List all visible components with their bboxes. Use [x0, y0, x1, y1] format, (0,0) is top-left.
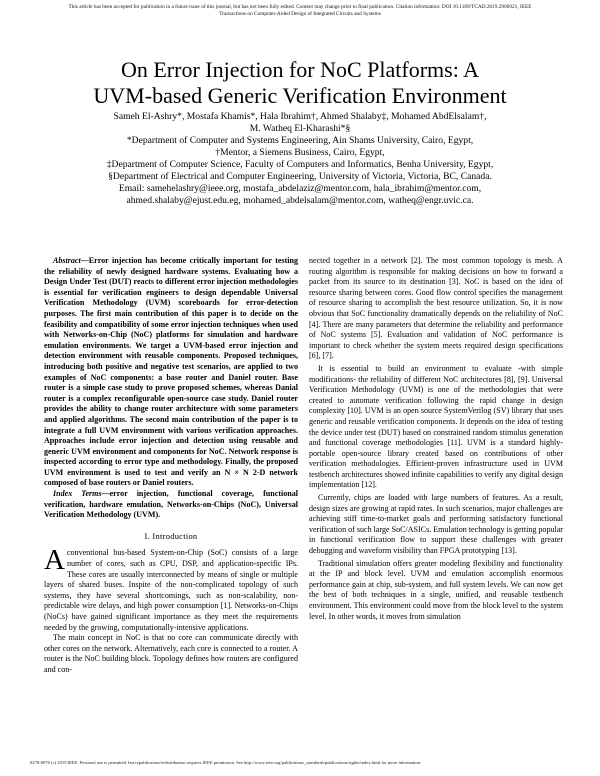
index-terms-label: Index Terms: [53, 489, 102, 499]
right-paragraph-1: nected together in a network [2]. The most common topology is mesh. A routing algorithm is responsible for making decisions on how to forward a packet from its source to its destination [3]. NoC is based on the idea of resource sharing between cores. Good flow control specifies the management of resource sharing to accomplish the best resource utilization. So, it is now obvious that SoC functionality dramatically depends on the reliability of NoC [4]. There are many parameters that determine the reliability and performance of NoC systems [5]. Evaluation and validation of NoC performance is important to check whether the system meets required design specifications [6], [7].: [309, 256, 563, 361]
email-line-1: Email: samehelashry@ieee.org, mostafa_abdelaziz@mentor.com, hala_ibrahim@mentor.com,: [118, 183, 482, 194]
right-paragraph-4: Traditional simulation offers greater modeling flexibility and functionality at the IP and block level. UVM and emulation accomplish enormous performance gain at chip, sub-system, and full system levels. We can now get the best of both techniques in a single, unified, and reusable testbench environment. This environment could move from the block level to the system level. In other words, it moves from simulation: [309, 558, 563, 621]
author-names-1: Sameh El-Ashry*, Mostafa Khamis*, Hala Ibrahim†, Ahmed Shalaby‡, Mohamed AbdElsalam†,: [113, 111, 487, 122]
author-names-2: M. Watheq El-Kharashi*§: [249, 123, 351, 134]
title-line-2: UVM-based Generic Verification Environment: [93, 83, 507, 108]
drop-cap: A: [44, 544, 65, 577]
title-line-1: On Error Injection for NoC Platforms: A: [120, 57, 480, 82]
email-line-2: ahmed.shalaby@ejust.edu.eg, mohamed_abdelsalam@mentor.com, watheq@engr.uvic.ca.: [126, 195, 474, 206]
intro-paragraph-1-text: conventional bus-based System-on-Chip (SoC) consists of a large number of cores, such as CPU, DSP, and application-specific IPs. These cores are usually interconnected by means of single or multiple layers of shared buses. Inspite of the non-complicated topology of such systems, they have several shortcomings, such as non-scalability, non-predictable wire delays, and high power consumption [1]. Networks-on-Chips (NoCs) have gained significant importance as they meet the requirements needed by the growing, computationally-intensive applications.: [44, 548, 298, 632]
affiliation-2: †Mentor, a Siemens Business, Cairo, Egypt,: [215, 147, 385, 158]
journal-banner: [36, 4, 564, 18]
right-column: [309, 256, 563, 622]
affiliation-1: *Department of Computer and Systems Engineering, Ain Shams University, Cairo, Egypt,: [126, 135, 474, 146]
affiliation-3: ‡Department of Computer Science, Faculty of Computers and Informatics, Benha University, Egypt,: [106, 159, 494, 170]
right-paragraph-2: It is essential to build an environment to evaluate -with simple modifications- the reliability of different NoC architectures [8], [9]. Universal Verification Methodology (UVM) is one of the methodologies that were created to automate verification following the rapid change in design complexity [10]. UVM is an open source SystemVerilog (SV) library that uses generic and reusable verification components. It depends on the idea of testing the device under test (DUT) based on constrained random stimulus generation and functional coverage methodologies [11]. UVM is a standard highly-portable open-source library created based on contributions of other verification methodologies. Efficient-proven infrastructure used in UVM testbench architectures showed infinite capabilities to verify any digital design implementation [12].: [309, 363, 563, 490]
paper-title: [40, 57, 560, 109]
intro-paragraph-1: [44, 544, 298, 633]
banner-line-1: This article has been accepted for publication in a future issue of this journal, but has not been fully edited. Content may change prior to final publication. Citation information: DOI 10.1109/TCAD.2019.2906921, IEEE: [68, 4, 532, 10]
abstract-text: —Error injection has become critically important for testing the reliability of newly designed hardware systems. Evaluating how a Design Under Test (DUT) reacts to different error injection methodologies is essential for verification engineers to design dependable Universal Verification Methodology (UVM) scoreboards for error-detection purposes. The first main contribution of this paper is to decide on the feasibility and compatibility of some error injection techniques when used with Networks-on-Chip (NoC) platforms for simulation and hardware emulation environments. We target a UVM-based error injection and detection environment with reusable components. Proposed techniques, introducing both positive and negative test scenarios, are applied to two examples of NoC components: a base router and Daniel router. Base router is a simple case study to prove proposed schemes, whereas Danial router is a complex reconfigurable open-source case study. Daniel router provides the ability to change router architecture with some parameters and applied algorithms. The second main contribution of the paper is to integrate a full UVM environment with various verification approaches. Approaches include error injection and detection using reusable and generic UVM environment and components for NoC. Network response is inspected according to error type and methodology. Finally, the proposed UVM environment is used to test and verify an N × N 2-D network composed of base routers or Daniel routers.: [44, 256, 298, 488]
footer-text: 0278-0070 (c) 2019 IEEE. Personal use is permitted, but republication/redistribution requires IEEE permission. See http://www.ieee.org/publications_standards/publications/rights/index.html for more information.: [30, 760, 422, 765]
banner-line-2: Transactions on Computer-Aided Design of Integrated Circuits and Systems: [219, 11, 381, 17]
intro-paragraph-2: The main concept in NoC is that no core can communicate directly with other cores on the network. Alternatively, each core is connected to a router. A router is the NoC building block. Topology defines how routers are configured and con-: [44, 633, 298, 674]
section-heading-introduction: I. Introduction: [144, 531, 198, 541]
abstract-label: Abstract: [53, 256, 81, 265]
author-block: [40, 111, 560, 207]
affiliation-4: §Department of Electrical and Computer Engineering, University of Victoria, Victoria, BC, Canada.: [108, 171, 492, 182]
abstract: [44, 256, 298, 489]
index-terms: [44, 489, 298, 521]
index-terms-text: —error injection, functional coverage, functional verification, hardware emulation, Networks-on-Chips (NoC), Universal Verification Methodology (UVM).: [44, 489, 298, 520]
right-paragraph-3: Currently, chips are loaded with large numbers of features. As a result, design sizes are growing at rapid rates. In such scenarios, major challenges are achieving stiff time-to-market goals and performing satisfactory functional verification of such large SoC/ASICs. Emulation technology is getting popular in functional verification flow to support these challenges with greater debugging and waveform visibility than FPGA prototyping [13].: [309, 493, 563, 556]
left-column: [44, 256, 298, 676]
copyright-footer: [30, 760, 570, 766]
